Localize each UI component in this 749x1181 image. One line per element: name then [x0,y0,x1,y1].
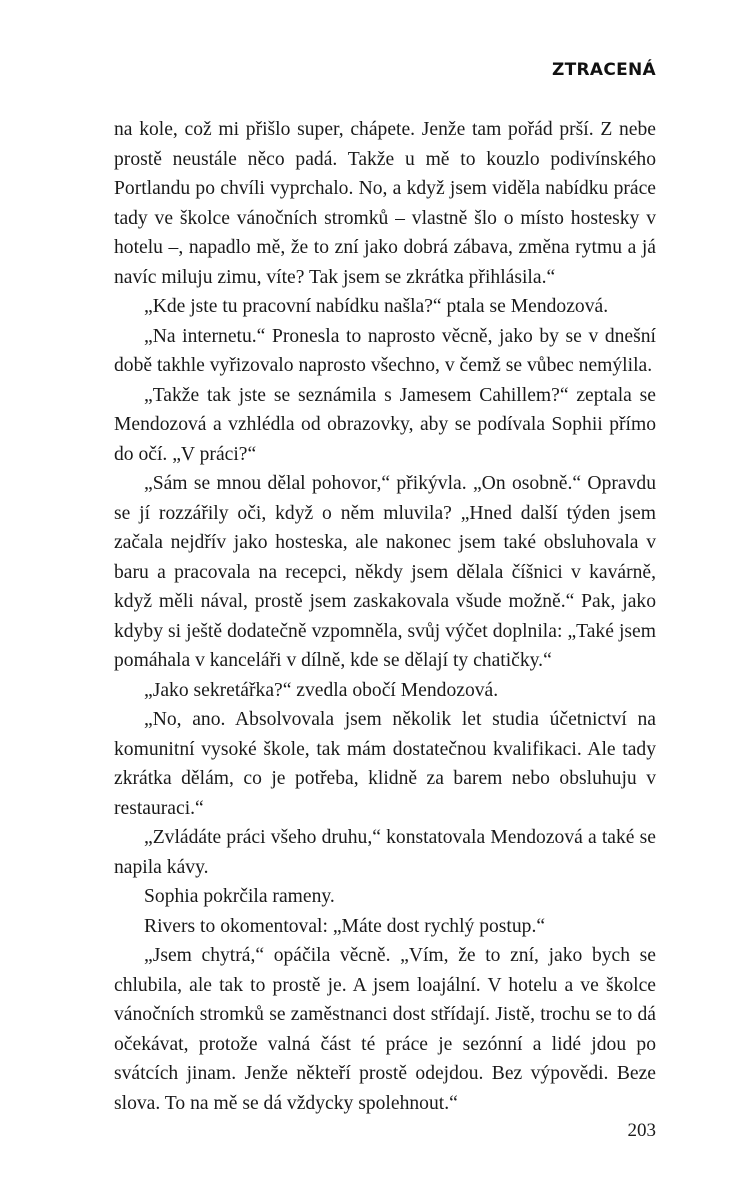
paragraph-9: Sophia pokrčila rameny. [144,886,335,907]
paragraph-1: na kole, což mi přišlo super, chápete. Jenže tam pořád prší. Z nebe prostě neustále něco padá. Takže u mě to kouzlo podivínského Portlandu po chvíli vyprchalo. No, a když jsem viděla nabídku práce tady ve školce vánočních stromků – vlastně šlo o místo hostesky v hotelu –, napadlo mě, že to zní jako dobrá zábava, změna rytmu a já navíc miluju zimu, víte? Tak jsem se zkrátka přihlásila.“ [114,119,656,288]
paragraph-11: „Jsem chytrá,“ opáčila věcně. „Vím, že to zní, jako bych se chlubila, ale tak to prostě je. A jsem loajální. V hotelu a ve školce vánočních stromků se zaměstnanci dost střídají. Jistě, trochu se to dá očekávat, protože valná část té práce je sezónní a lidé jdou po svátcích jinam. Jenže někteří prostě odejdou. Bez výpovědi. Beze slova. To na mě se dá vždycky spolehnout.“ [114,945,656,1114]
paragraph-5: „Sám se mnou dělal pohovor,“ přikývla. „On osobně.“ Opravdu se jí rozzářily oči, když o něm mluvila? „Hned další týden jsem začala nejdřív jako hosteska, ale nakonec jsem také obsluhovala v baru a pracovala na recepci, někdy jsem dělala číšnici v kavárně, když měli nával, prostě jsem zaskakovala všude možně.“ Pak, jako kdyby si ještě dodatečně vzpomněla, svůj výčet doplnila: „Také jsem pomáhala v kanceláři v dílně, kde se dělají ty chatičky.“ [114,473,656,671]
paragraph-4: „Takže tak jste se seznámila s Jamesem Cahillem?“ zeptala se Mendozová a vzhlédla od obrazovky, aby se podívala Sophii přímo do očí. „V práci?“ [114,384,656,465]
body-text [114,115,656,1118]
paragraph-3: „Na internetu.“ Pronesla to naprosto věcně, jako by se v dnešní době takhle vyřizovalo naprosto všechno, v čemž se vůbec nemýlila. [114,325,656,376]
paragraph-7: „No, ano. Absolvovala jsem několik let studia účetnictví na komunitní vysoké škole, tak mám dostatečnou kvalifikaci. Ale tady zkrátka dělám, co je potřeba, klidně za barem nebo obsluhuju v restauraci.“ [114,709,656,819]
paragraph-6: „Jako sekretářka?“ zvedla obočí Mendozová. [144,679,499,701]
paragraph-8: „Zvládáte práci všeho druhu,“ konstatovala Mendozová a také se napila kávy. [114,827,656,878]
paragraph-2: „Kde jste tu pracovní nabídku našla?“ ptala se Mendozová. [144,296,609,317]
paragraph-10: Rivers to okomentoval: „Máte dost rychlý postup.“ [144,915,546,937]
running-head-title: ZTRACENÁ [551,60,656,80]
page-number: 203 [627,1120,656,1141]
